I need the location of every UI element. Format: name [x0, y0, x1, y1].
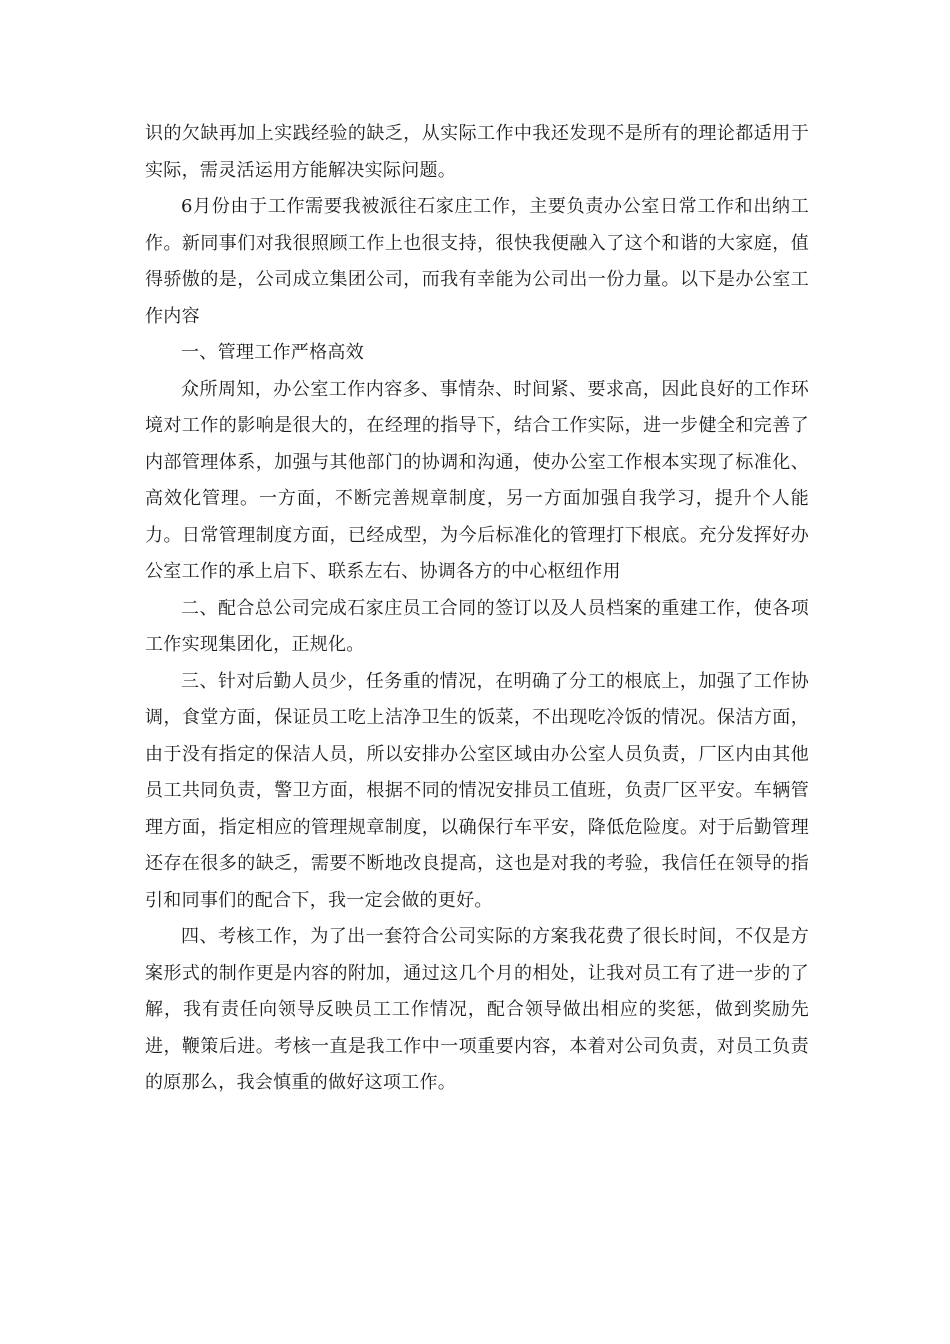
- paragraph-management-detail: 众所周知，办公室工作内容多、事情杂、时间紧、要求高，因此良好的工作环境对工作的影响是很大的，在经理的指导下，结合工作实际，进一步健全和完善了内部管理体系，加强与其他部门的协调和沟通，使办公室工作根本实现了标准化、高效化管理。一方面，不断完善规章制度，另一方面加强自我学习，提升个人能力。日常管理制度方面，已经成型，为今后标准化的管理打下根底。充分发挥好办公室工作的承上启下、联系左右、协调各方的中心枢纽作用: [145, 378, 809, 582]
- paragraph-continued: 识的欠缺再加上实践经验的缺乏，从实际工作中我还发现不是所有的理论都适用于实际，需灵活运用方能解决实际问题。: [145, 123, 809, 181]
- section-heading-management: 一、管理工作严格高效: [181, 342, 364, 363]
- paragraph-assessment: 四、考核工作，为了出一套符合公司实际的方案我花费了很长时间，不仅是方案形式的制作更是内容的附加，通过这几个月的相处，让我对员工有了进一步的了解，我有责任向领导反映员工工作情况，配合领导做出相应的奖惩，做到奖励先进，鞭策后进。考核一直是我工作中一项重要内容，本着对公司负责，对员工负责的原那么，我会慎重的做好这项工作。: [145, 926, 809, 1093]
- paragraph-shijiazhuang-assignment: 6月份由于工作需要我被派往石家庄工作，主要负责办公室日常工作和出纳工作。新同事们对我很照顾工作上也很支持，很快我便融入了这个和谐的大家庭，值得骄傲的是，公司成立集团公司，而我有幸能为公司出一份力量。以下是办公室工作内容: [145, 196, 809, 327]
- paragraph-contracts-archives: 二、配合总公司完成石家庄员工合同的签订以及人员档案的重建工作，使各项工作实现集团化，正规化。: [145, 597, 809, 655]
- document-body: [145, 116, 809, 1102]
- paragraph-logistics: 三、针对后勤人员少，任务重的情况，在明确了分工的根底上，加强了工作协调，食堂方面，保证员工吃上洁净卫生的饭菜，不出现吃冷饭的情况。保洁方面，由于没有指定的保洁人员，所以安排办公室区域由办公室人员负责，厂区内由其他员工共同负责，警卫方面，根据不同的情况安排员工值班，负责厂区平安。车辆管理方面，指定相应的管理规章制度，以确保行车平安，降低危险度。对于后勤管理还存在很多的缺乏，需要不断地改良提高，这也是对我的考验，我信任在领导的指引和同事们的配合下，我一定会做的更好。: [145, 670, 809, 911]
